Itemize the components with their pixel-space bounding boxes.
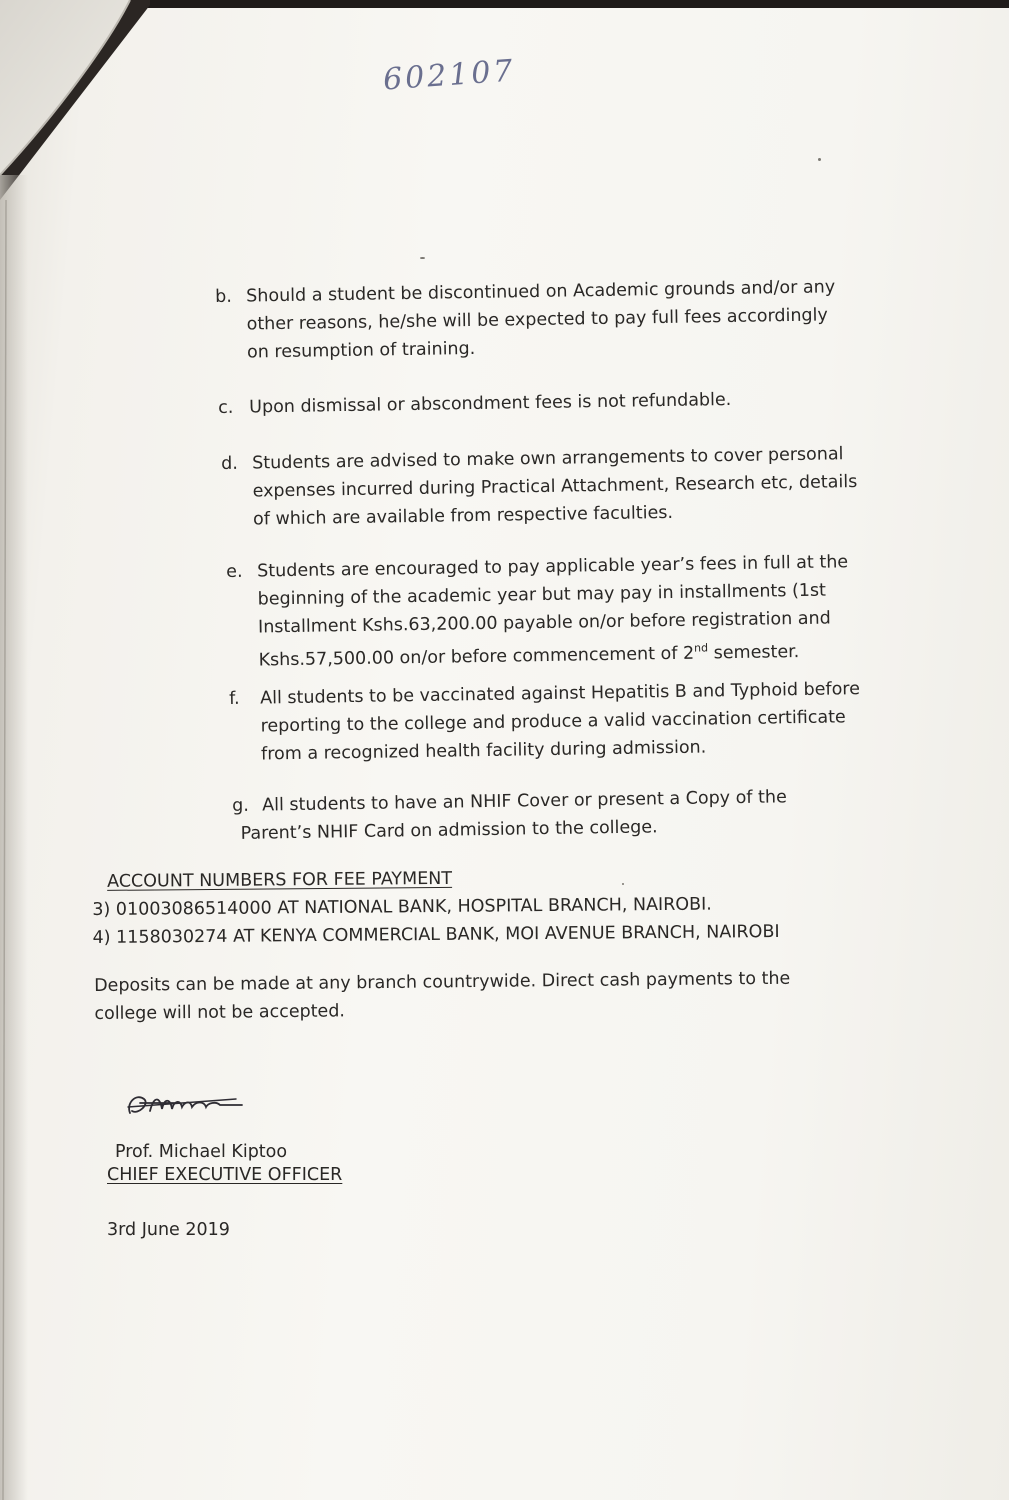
deposits-line: college will not be accepted.	[94, 1001, 346, 1024]
clause-line: Should a student be discontinued on Academic grounds and/or any	[246, 277, 836, 307]
document-date: 3rd June 2019	[107, 1220, 230, 1240]
clause-line: expenses incurred during Practical Attachment, Research etc, details	[252, 472, 858, 502]
signatory-name: Prof. Michael Kiptoo	[115, 1142, 288, 1162]
clause-line-text: semester.	[707, 642, 800, 664]
paper-speck	[818, 158, 821, 161]
clause-line: other reasons, he/she will be expected to pay full fees accordingly	[246, 305, 828, 335]
handwritten-signature	[120, 1085, 250, 1127]
clause-marker: c.	[218, 397, 234, 418]
clause-marker: e.	[226, 561, 243, 582]
clause-line: of which are available from respective faculties.	[252, 502, 674, 530]
deposits-line: Deposits can be made at any branch countrywide. Direct cash payments to the	[94, 968, 791, 996]
clause-marker: g.	[232, 795, 250, 816]
superscript-ordinal: nd	[693, 641, 709, 655]
clause-d	[221, 439, 912, 534]
deposits-note	[94, 964, 855, 1028]
clause-line-text: Kshs.57,500.00 on/or before commencement of 2	[258, 643, 695, 671]
clause-e	[226, 547, 918, 675]
clause-line: All students to be vaccinated against Hepatitis B and Typhoid before	[260, 679, 861, 709]
clause-line: Students are advised to make own arrangements to cover personal	[252, 444, 844, 474]
clause-line: Upon dismissal or abscondment fees is not refundable.	[249, 389, 732, 418]
clause-line: Installment Kshs.63,200.00 payable on/or before registration and	[257, 608, 831, 638]
clause-line: Parent’s NHIF Card on admission to the college.	[240, 817, 658, 844]
clause-marker: f.	[229, 688, 240, 709]
clause-line: beginning of the academic year but may pay in installments (1st	[257, 580, 827, 610]
clause-marker: d.	[221, 453, 239, 474]
clause-line: from a recognized health facility during admission.	[260, 737, 707, 765]
accounts-heading: ACCOUNT NUMBERS FOR FEE PAYMENT	[107, 868, 453, 892]
clause-b	[215, 272, 916, 367]
clause-f	[229, 674, 920, 769]
clause-marker: b.	[215, 286, 233, 307]
account-numbers-section	[92, 861, 913, 952]
clause-line: Students are encouraged to pay applicable year’s fees in full at the	[257, 552, 849, 582]
clause-line: reporting to the college and produce a valid vaccination certificate	[260, 707, 846, 737]
handwritten-reference-number: 602107	[381, 53, 517, 98]
account-line: 3) 01003086514000 AT NATIONAL BANK, HOSPITAL BRANCH, NAIROBI.	[92, 894, 712, 920]
signatory-title: CHIEF EXECUTIVE OFFICER	[107, 1165, 343, 1185]
account-line: 4) 1158030274 AT KENYA COMMERCIAL BANK, MOI AVENUE BRANCH, NAIROBI	[92, 922, 780, 948]
clause-line: All students to have an NHIF Cover or present a Copy of the	[262, 787, 787, 816]
paper-speck	[420, 257, 425, 259]
clause-line: on resumption of training.	[246, 338, 476, 363]
clause-g	[232, 782, 853, 848]
